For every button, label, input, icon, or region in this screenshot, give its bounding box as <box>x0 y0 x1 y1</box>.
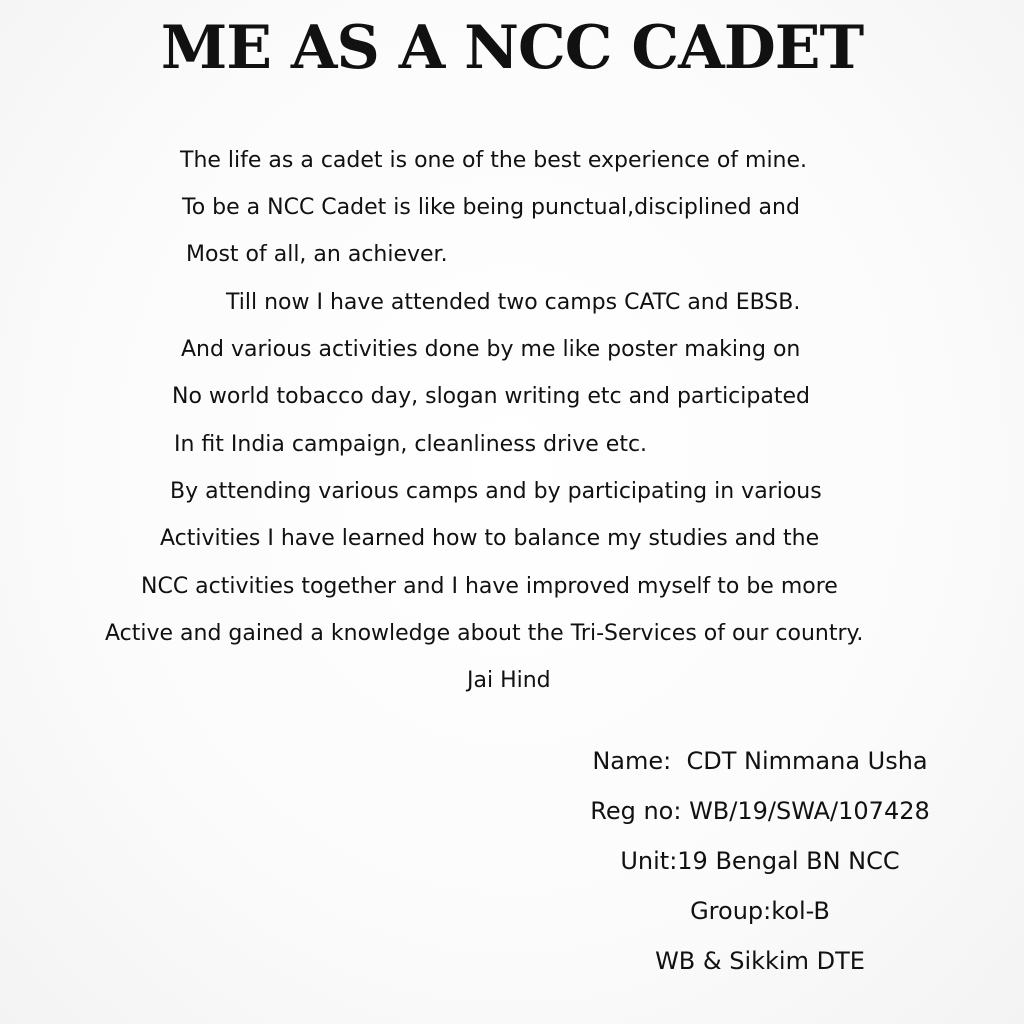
essay-line-text: No world tobacco day, slogan writing etc and participated <box>172 384 810 409</box>
registration-number: Reg no: WB/19/SWA/107428 <box>590 797 930 825</box>
essay-line-text: By attending various camps and by participating in various <box>170 479 822 504</box>
essay-line-text: Activities I have learned how to balance my studies and the <box>160 526 820 551</box>
page-title: ME AS A NCC CADET <box>160 13 864 83</box>
essay-line-text: And various activities done by me like poster making on <box>181 337 801 362</box>
essay-line <box>0 563 1024 610</box>
essay-line-text: NCC activities together and I have improved myself to be more <box>141 574 838 599</box>
essay-line <box>0 373 1024 420</box>
essay-line <box>0 421 1024 468</box>
essay-line <box>0 515 1024 562</box>
essay-line-text: Most of all, an achiever. <box>186 242 448 267</box>
essay-line <box>0 657 1024 704</box>
essay-line <box>0 326 1024 373</box>
essay-line <box>0 231 1024 278</box>
directorate: WB & Sikkim DTE <box>655 947 865 975</box>
unit: Unit:19 Bengal BN NCC <box>620 847 900 875</box>
closing-salutation: Jai Hind <box>467 668 551 693</box>
essay-line <box>0 610 1024 657</box>
signature-block <box>560 736 960 986</box>
cadet-name: Name: CDT Nimmana Usha <box>592 747 928 775</box>
essay-line <box>0 279 1024 326</box>
essay-line-text: Active and gained a knowledge about the Tri-Services of our country. <box>105 621 864 646</box>
essay-line-text: Till now I have attended two camps CATC and EBSB. <box>226 290 801 315</box>
essay-line <box>0 184 1024 231</box>
essay-line <box>0 468 1024 515</box>
essay-line-text: The life as a cadet is one of the best experience of mine. <box>180 148 808 173</box>
essay-line-text: In fit India campaign, cleanliness drive etc. <box>174 432 648 457</box>
essay-line <box>0 137 1024 184</box>
essay-line-text: To be a NCC Cadet is like being punctual,disciplined and <box>182 195 800 220</box>
group: Group:kol-B <box>690 897 830 925</box>
